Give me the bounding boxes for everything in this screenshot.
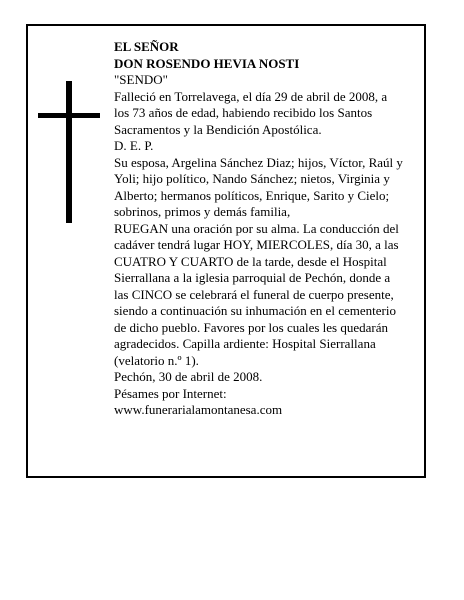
body-line: RUEGAN una oración por su alma. La conducción del <box>114 220 399 236</box>
notice-text <box>114 39 424 419</box>
cross-horizontal-bar <box>38 113 100 118</box>
body-line: Su esposa, Argelina Sánchez Diaz; hijos, Víctor, Raúl y <box>114 154 403 170</box>
body-line: cadáver tendrá lugar HOY, MIERCOLES, día 30, a las <box>114 237 399 252</box>
body-line: Falleció en Torrelavega, el día 29 de abril de 2008, a <box>114 88 388 104</box>
title-line-2: DON ROSENDO HEVIA NOSTI <box>114 55 300 71</box>
condolences-label: Pésames por Internet: <box>114 385 227 401</box>
rip-line: D. E. P. <box>114 138 154 153</box>
body-line: Sacramentos y la Bendición Apostólica. <box>114 121 322 137</box>
nickname: "SENDO" <box>114 72 168 87</box>
body-line: CUATRO Y CUARTO de la tarde, desde el Hospital <box>114 253 387 269</box>
body-line: (velatorio n.º 1). <box>114 352 199 368</box>
body-line: agradecidos. Capilla ardiente: Hospital Sierrallana <box>114 336 376 351</box>
date-line: Pechón, 30 de abril de 2008. <box>114 369 263 384</box>
body-line: Yoli; hijo político, Nando Sánchez; nietos, Virginia y <box>114 171 390 186</box>
body-line: siendo a continuación su inhumación en el cementerio <box>114 303 396 318</box>
title-line-1: EL SEÑOR <box>114 39 179 54</box>
cross-vertical-bar <box>66 81 72 223</box>
body-line: de dicho pueblo. Favores por los cuales les quedarán <box>114 319 389 335</box>
website-text: www.funerarialamontanesa.com <box>114 402 283 417</box>
body-line: las CINCO se celebrará el funeral de cuerpo presente, <box>114 286 394 302</box>
body-line: sobrinos, primos y demás familia, <box>114 204 291 219</box>
body-line: los 73 años de edad, habiendo recibido los Santos <box>114 105 373 120</box>
body-line: Alberto; hermanos políticos, Enrique, Sarito y Cielo; <box>114 187 390 203</box>
body-line: Sierrallana a la iglesia parroquial de Pechón, donde a <box>114 270 391 285</box>
